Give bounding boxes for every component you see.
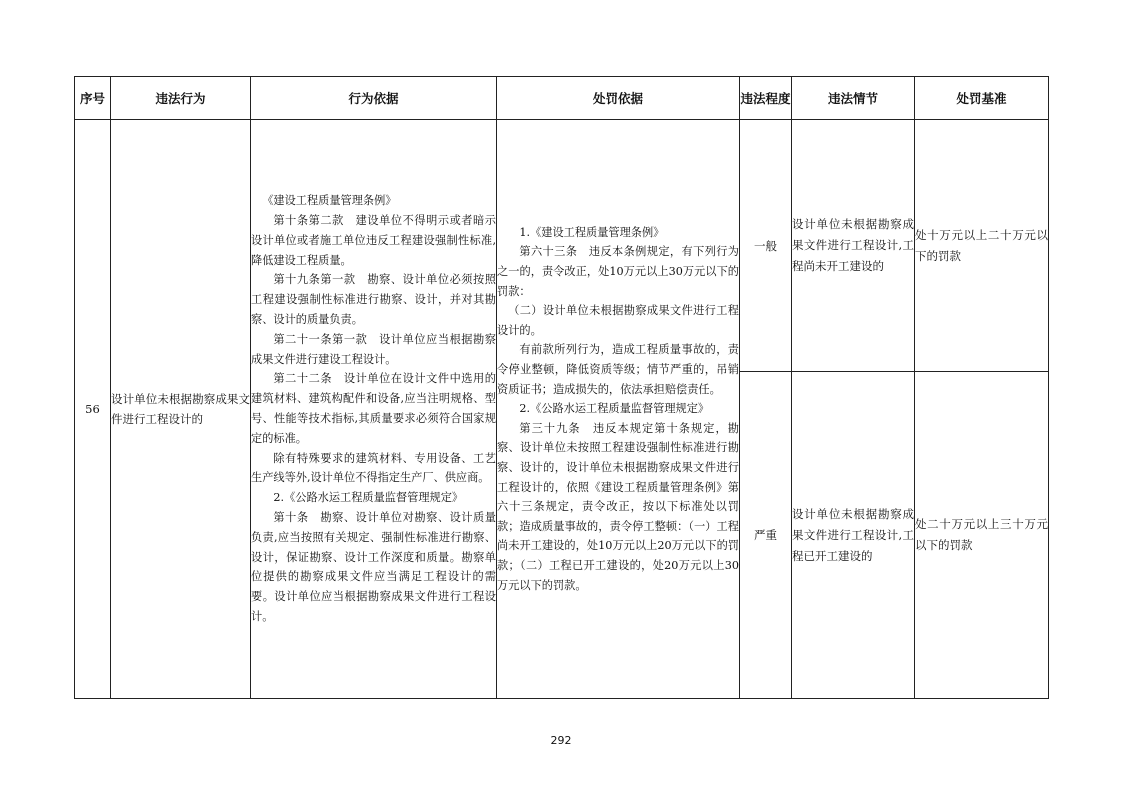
penalty-basis-paragraph: 有前款所列行为，造成工程质量事故的，责令停业整顿，降低资质等级；情节严重的，吊销资质证书；造成损失的，依法承担赔偿责任。 [497, 343, 739, 396]
conduct-basis-paragraph: 第十条第二款 建设单位不得明示或者暗示设计单位或者施工单位违反工程建设强制性标准,降低建设工程质量。 [251, 214, 496, 267]
header-degree: 违法程度 [740, 77, 792, 120]
penalty-basis-paragraph: 第三十九条 违反本规定第十条规定，勘察、设计单位未按照工程建设强制性标准进行勘察、设计的，设计单位未根据勘察成果文件进行工程设计的，依照《建设工程质量管理条例》第六十三条规定，责令改正，按以下标准处以罚款；造成质量事故的，责令停工整顿：（一）工程尚未开工建设的，处10万元以上20万元以下的罚款；（二）工程已开工建设的，处20万元以上30万元以下的罚款。 [497, 421, 739, 592]
penalty-basis-paragraph: 第六十三条 违反本条例规定，有下列行为之一的，责令改正，处10万元以上30万元以下的罚款： [497, 245, 739, 298]
header-violation: 违法行为 [111, 77, 251, 120]
header-penalty-basis: 处罚依据 [497, 77, 740, 120]
penalty-standard-table [74, 76, 1049, 699]
conduct-basis-paragraph: 第十九条第一款 勘察、设计单位必须按照工程建设强制性标准进行勘察、设计，并对其勘察、设计的质量负责。 [251, 273, 496, 327]
row-penalty-basis [497, 120, 740, 699]
row-seq: 56 [75, 120, 111, 699]
header-standard: 处罚基准 [915, 77, 1049, 120]
circumstance-general: 设计单位未根据勘察成果文件进行工程设计,工程尚未开工建设的 [792, 120, 915, 372]
page-number: 292 [550, 734, 572, 747]
standard-serious: 处二十万元以上三十万元以下的罚款 [915, 372, 1049, 699]
circumstance-serious: 设计单位未根据勘察成果文件进行工程设计,工程已开工建设的 [792, 372, 915, 699]
penalty-basis-paragraph: 1.《建设工程质量管理条例》 [519, 225, 665, 239]
header-seq: 序号 [75, 77, 111, 120]
standard-general: 处十万元以上二十万元以下的罚款 [915, 120, 1049, 372]
conduct-basis-paragraph: 第二十二条 设计单位在设计文件中选用的建筑材料、建筑构配件和设备,应当注明规格、型号、性能等技术指标,其质量要求必须符合国家规定的标准。 [251, 372, 496, 445]
degree-general: 一般 [740, 120, 792, 372]
table-row [75, 120, 1049, 372]
table-header-row [75, 77, 1049, 120]
conduct-basis-paragraph: 除有特殊要求的建筑材料、专用设备、工艺生产线等外,设计单位不得指定生产厂、供应商。 [251, 451, 496, 485]
degree-serious: 严重 [740, 372, 792, 699]
conduct-basis-paragraph: 第十条 勘察、设计单位对勘察、设计质量负责,应当按照有关规定、强制性标准进行勘察、设计，保证勘察、设计工作深度和质量。勘察单位提供的勘察成果文件应当满足工程设计的需要。设计单位应当根据勘察成果文件进行工程设计。 [251, 510, 496, 623]
conduct-basis-paragraph: 《建设工程质量管理条例》 [262, 194, 397, 208]
row-violation: 设计单位未根据勘察成果文件进行工程设计的 [111, 120, 251, 699]
header-conduct-basis: 行为依据 [251, 77, 497, 120]
conduct-basis-paragraph: 2.《公路水运工程质量监督管理规定》 [273, 491, 464, 505]
row-conduct-basis [251, 120, 497, 699]
conduct-basis-paragraph: 第二十一条第一款 设计单位应当根据勘察成果文件进行建设工程设计。 [251, 332, 496, 366]
penalty-basis-paragraph: 2.《公路水运工程质量监督管理规定》 [519, 402, 710, 416]
penalty-basis-paragraph: （二）设计单位未根据勘察成果文件进行工程设计的。 [497, 304, 739, 337]
header-circumstance: 违法情节 [792, 77, 915, 120]
